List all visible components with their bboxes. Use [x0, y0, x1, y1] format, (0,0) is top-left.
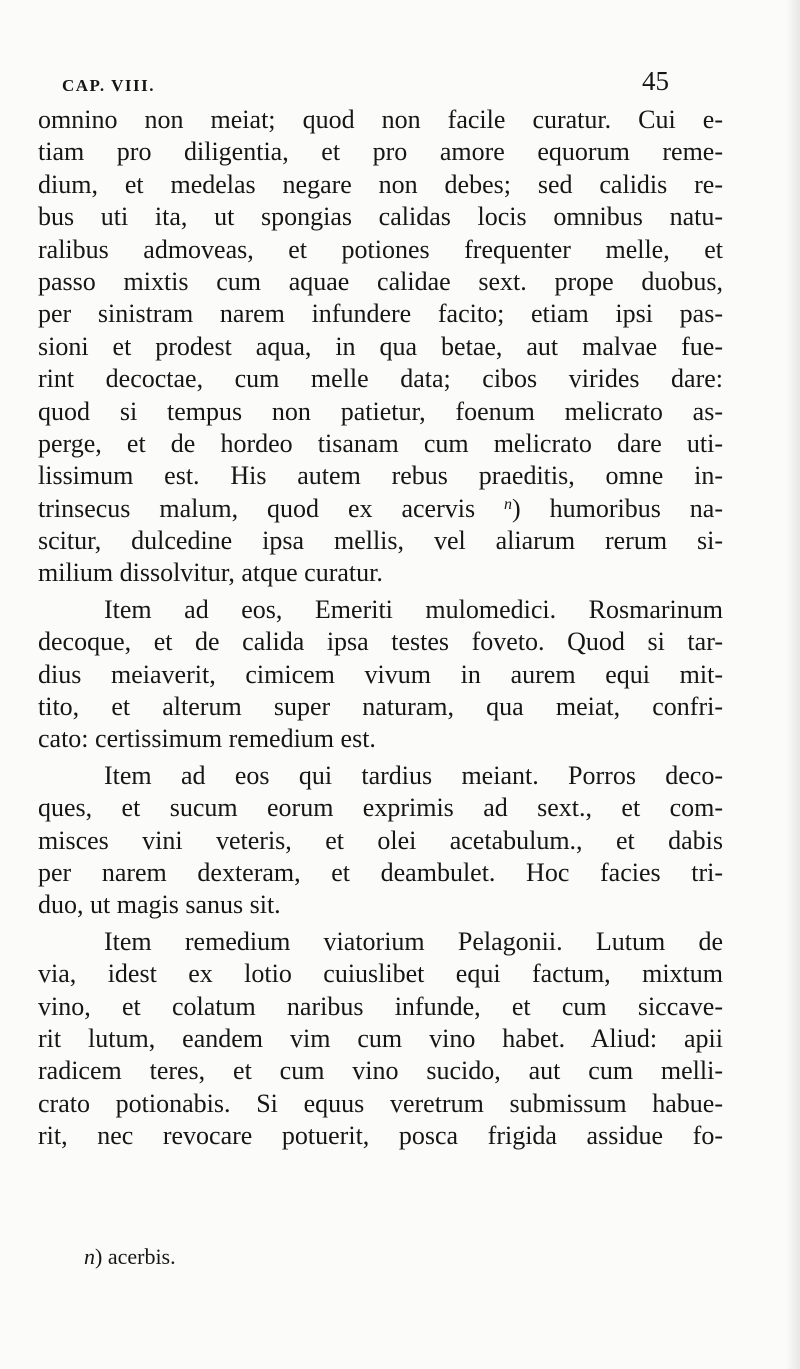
line-text-before-ref: trinsecus malum, quod ex acervis — [38, 493, 505, 523]
text-line: rint decoctae, cum melle data; cibos virides dare: — [38, 364, 723, 394]
text-line: per sinistram narem infundere facito; etiam ipsi pas- — [38, 299, 723, 329]
page-edge-shadow — [786, 0, 800, 1369]
text-line: ralibus admoveas, et potiones frequenter melle, et — [38, 234, 723, 264]
page-header — [62, 66, 669, 102]
page-number: 45 — [642, 66, 669, 96]
text-line: duo, ut magis sanus sit. — [38, 890, 281, 920]
text-line: vino, et colatum naribus infunde, et cum siccave- — [38, 991, 723, 1021]
line-text-after-ref: ) humoribus na- — [512, 493, 723, 523]
text-line: scitur, dulcedine ipsa mellis, vel aliarum rerum si- — [38, 526, 723, 556]
paragraph-1 — [38, 104, 723, 590]
text-line: sioni et prodest aqua, in qua betae, aut malvae fue- — [38, 331, 723, 361]
text-line-with-footnote-ref — [38, 493, 723, 525]
text-line: bus uti ita, ut spongias calidas locis omnibus natu- — [38, 202, 723, 232]
text-line: tito, et alterum super naturam, qua meiat, confri- — [38, 692, 723, 722]
text-line: dius meiaverit, cimicem vivum in aurem equi mit- — [38, 659, 723, 689]
text-line: perge, et de hordeo tisanam cum melicrato dare uti- — [38, 428, 723, 458]
text-line: dium, et medelas negare non debes; sed calidis re- — [38, 169, 723, 199]
text-line: Item remedium viatorium Pelagonii. Lutum de — [104, 926, 723, 956]
text-line: rit, nec revocare potuerit, posca frigida assidue fo- — [38, 1121, 723, 1151]
text-line: rit lutum, eandem vim cum vino habet. Aliud: apii — [38, 1023, 723, 1053]
text-line: via, idest ex lotio cuiuslibet equi factum, mixtum — [38, 959, 723, 989]
paragraph-3 — [38, 760, 723, 922]
footnote-text: ) acerbis. — [95, 1244, 176, 1269]
text-line: radicem teres, et cum vino sucido, aut cum melli- — [38, 1056, 723, 1086]
text-line: quod si tempus non patietur, foenum melicrato as- — [38, 396, 723, 426]
text-line: Item ad eos qui tardius meiant. Porros deco- — [104, 760, 723, 790]
text-line: lissimum est. His autem rebus praeditis, omne in- — [38, 461, 723, 491]
text-line: milium dissolvitur, atque curatur. — [38, 558, 383, 588]
text-line: misces vini veteris, et olei acetabulum., et dabis — [38, 825, 723, 855]
text-line: Item ad eos, Emeriti mulomedici. Rosmarinum — [104, 594, 723, 624]
text-line: cato: certissimum remedium est. — [38, 724, 376, 754]
text-line: passo mixtis cum aquae calidae sext. prope duobus, — [38, 266, 723, 296]
text-line: per narem dexteram, et deambulet. Hoc facies tri- — [38, 857, 723, 887]
text-line: tiam pro diligentia, et pro amore equorum reme- — [38, 137, 723, 167]
footnote-reference: n — [504, 495, 513, 513]
footnote-mark: n — [84, 1244, 95, 1269]
paragraph-4 — [38, 926, 723, 1153]
running-head: CAP. VIII. — [62, 76, 155, 95]
text-line: crato potionabis. Si equus veretrum submissum habue- — [38, 1088, 723, 1118]
text-line: decoque, et de calida ipsa testes foveto. Quod si tar- — [38, 627, 723, 657]
text-line: omnino non meiat; quod non facile curatur. Cui e- — [38, 105, 723, 134]
body-text — [38, 104, 723, 1153]
paragraph-2 — [38, 594, 723, 756]
text-line: ques, et sucum eorum exprimis ad sext., et com- — [38, 793, 723, 823]
footnote — [84, 1244, 176, 1270]
